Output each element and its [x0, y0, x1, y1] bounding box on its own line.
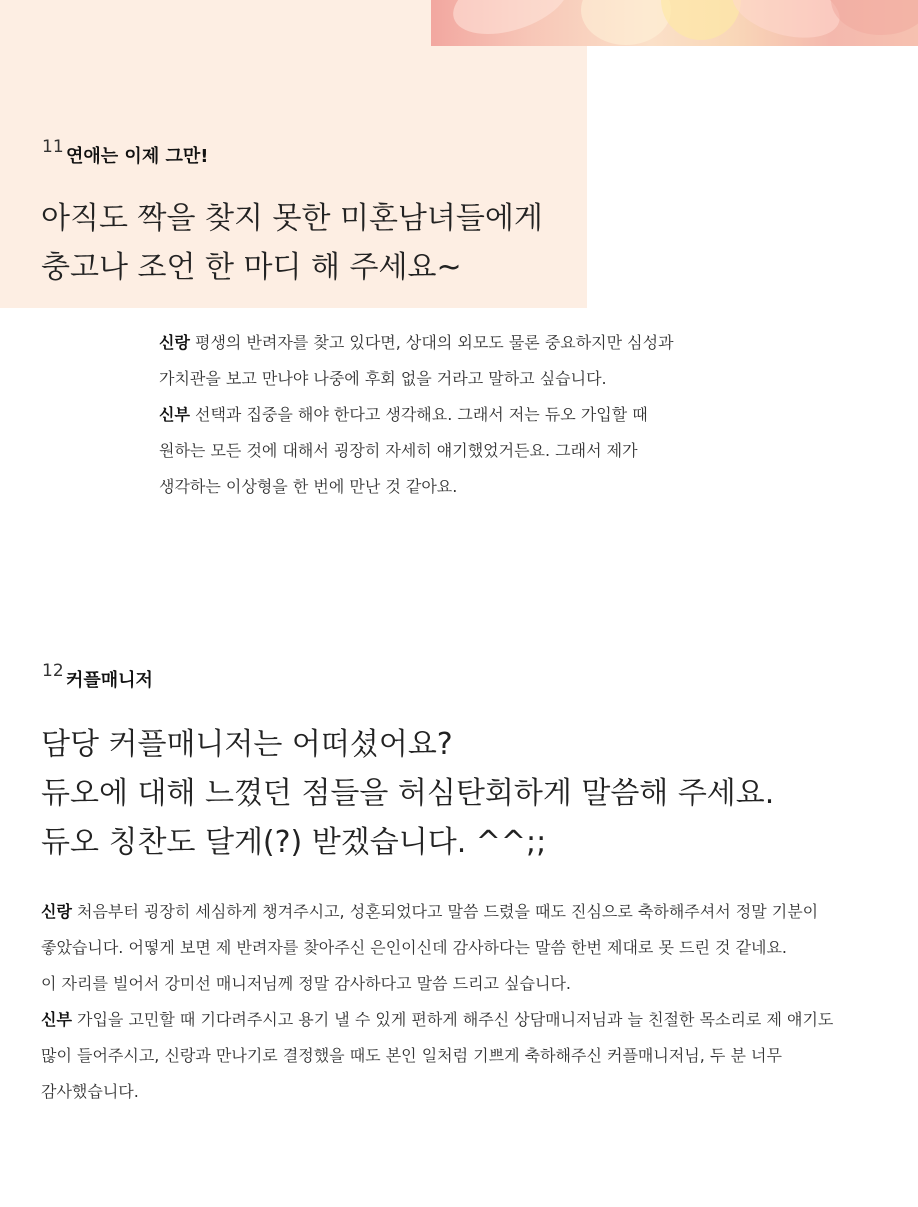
answer-line-text: 원하는 모든 것에 대해서 굉장히 자세히 얘기했었거든요. 그래서 제가	[159, 441, 638, 460]
answer-line-text: 좋았습니다. 어떻게 보면 제 반려자를 찾아주신 은인이신데 감사하다는 말씀 한번 제대로 못 드린 것 같네요.	[41, 938, 787, 957]
question-line: 듀오 칭찬도 달게(?) 받겠습니다. ^^;;	[41, 825, 547, 860]
answer-line-text: 평생의 반려자를 찾고 있다면, 상대의 외모도 물론 중요하지만 심성과	[189, 333, 674, 352]
question-number: 11	[42, 137, 64, 157]
answer-text	[159, 325, 674, 505]
question-text	[41, 720, 774, 867]
question-line: 충고나 조언 한 마디 해 주세요~	[41, 250, 462, 285]
answer-line	[41, 1038, 833, 1074]
flower-petal	[445, 0, 578, 46]
question-line: 듀오에 대해 느꼈던 점들을 허심탄회하게 말씀해 주세요.	[41, 776, 775, 811]
answer-line-text: 감사했습니다.	[41, 1082, 139, 1101]
question-title: 연애는 이제 그만!	[66, 146, 209, 167]
answer-text	[41, 894, 833, 1110]
flower-petal	[831, 0, 918, 35]
flower-petal	[581, 0, 671, 45]
answer-line	[41, 966, 833, 1002]
answer-line-text: 이 자리를 빌어서 강미선 매니저님께 정말 감사하다고 말씀 드리고 싶습니다.	[41, 974, 571, 993]
question-text	[41, 194, 543, 292]
answer-line	[159, 361, 674, 397]
answer-line	[41, 894, 833, 930]
speaker-label: 신랑	[159, 333, 190, 352]
question-line: 아직도 짝을 찾지 못한 미혼남녀들에게	[41, 201, 543, 236]
answer-line-text: 선택과 집중을 해야 한다고 생각해요. 그래서 저는 듀오 가입할 때	[189, 405, 648, 424]
answer-line	[159, 397, 674, 433]
answer-line-text: 처음부터 굉장히 세심하게 챙겨주시고, 성혼되었다고 말씀 드렸을 때도 진심으로 축하해주셔서 정말 기분이	[71, 902, 819, 921]
answer-line	[159, 433, 674, 469]
answer-line	[159, 325, 674, 361]
speaker-label: 신랑	[41, 902, 72, 921]
speaker-label: 신부	[159, 405, 190, 424]
flower-petal	[726, 0, 846, 46]
flower-photo	[431, 0, 918, 46]
answer-line-text: 많이 들어주시고, 신랑과 만나기로 결정했을 때도 본인 일처럼 기쁘게 축하해주신 커플매니저님, 두 분 너무	[41, 1046, 782, 1065]
answer-line	[41, 1074, 833, 1110]
answer-line-text: 가입을 고민할 때 기다려주시고 용기 낼 수 있게 편하게 해주신 상담매니저님과 늘 친절한 목소리로 제 얘기도	[71, 1010, 834, 1029]
flower-petal	[661, 0, 741, 40]
answer-line-text: 가치관을 보고 만나야 나중에 후회 없을 거라고 말하고 싶습니다.	[159, 369, 607, 388]
speaker-label: 신부	[41, 1010, 72, 1029]
answer-line	[41, 930, 833, 966]
answer-line	[159, 469, 674, 505]
answer-line-text: 생각하는 이상형을 한 번에 만난 것 같아요.	[159, 477, 458, 496]
question-number: 12	[42, 661, 64, 681]
question-title: 커플매니저	[66, 670, 153, 691]
answer-line	[41, 1002, 833, 1038]
question-line: 담당 커플매니저는 어떠셨어요?	[41, 727, 453, 762]
